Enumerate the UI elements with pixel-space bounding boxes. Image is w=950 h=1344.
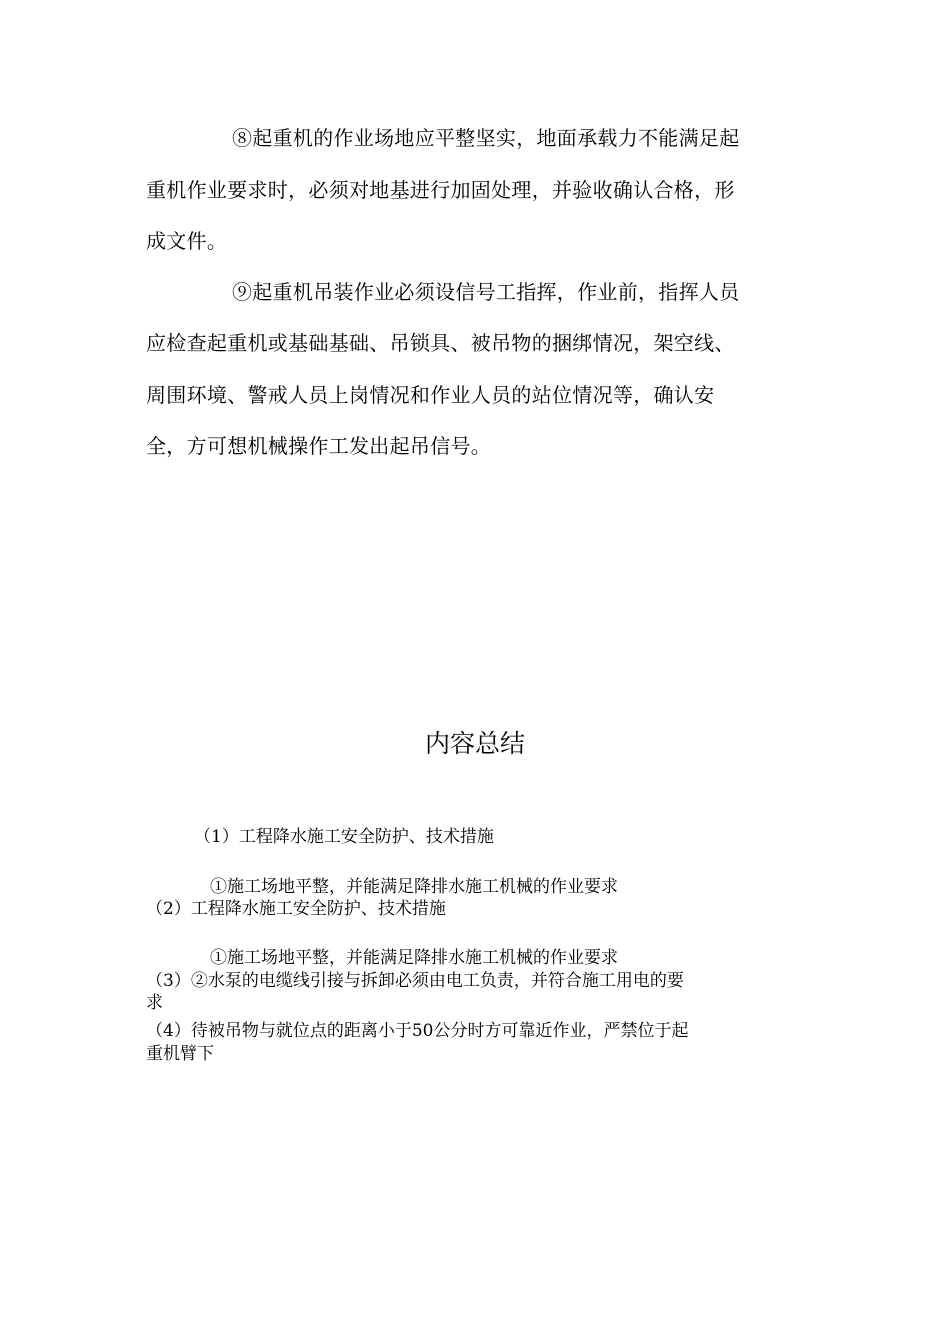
paragraph-1-line-2: 重机作业要求时，必须对地基进行加固处理，并验收确认合格，形	[146, 178, 735, 202]
paragraph-1-line-3: 成文件。	[146, 229, 228, 253]
paragraph-2-line-1: ⑨起重机吊装作业必须设信号工指挥，作业前，指挥人员	[232, 280, 740, 304]
summary-item-4: （4）待被吊物与就位点的距离小于50公分时方可靠近作业，严禁位于起	[146, 1021, 689, 1041]
paragraph-2-line-2: 应检查起重机或基础基础、吊锁具、被吊物的捆绑情况，架空线、	[146, 331, 735, 355]
summary-item-1: （1）工程降水施工安全防护、技术措施	[194, 827, 494, 847]
summary-item-3: （3）②水泵的电缆线引接与拆卸必须由电工负责，并符合施工用电的要	[146, 971, 684, 991]
paragraph-2-line-4: 全，方可想机械操作工发出起吊信号。	[146, 434, 492, 458]
summary-item-1-sub: ①施工场地平整，并能满足降排水施工机械的作业要求	[210, 877, 618, 897]
summary-item-2: （2）工程降水施工安全防护、技术措施	[146, 899, 446, 919]
summary-item-4-cont: 重机臂下	[146, 1044, 214, 1064]
paragraph-1-line-1: ⑧起重机的作业场地应平整坚实，地面承载力不能满足起	[232, 126, 740, 150]
summary-item-2-sub: ①施工场地平整，并能满足降排水施工机械的作业要求	[210, 948, 618, 968]
paragraph-2-line-3: 周围环境、警戒人员上岗情况和作业人员的站位情况等，确认安	[146, 383, 715, 407]
summary-title: 内容总结	[424, 729, 525, 758]
summary-item-3-cont: 求	[146, 993, 163, 1013]
